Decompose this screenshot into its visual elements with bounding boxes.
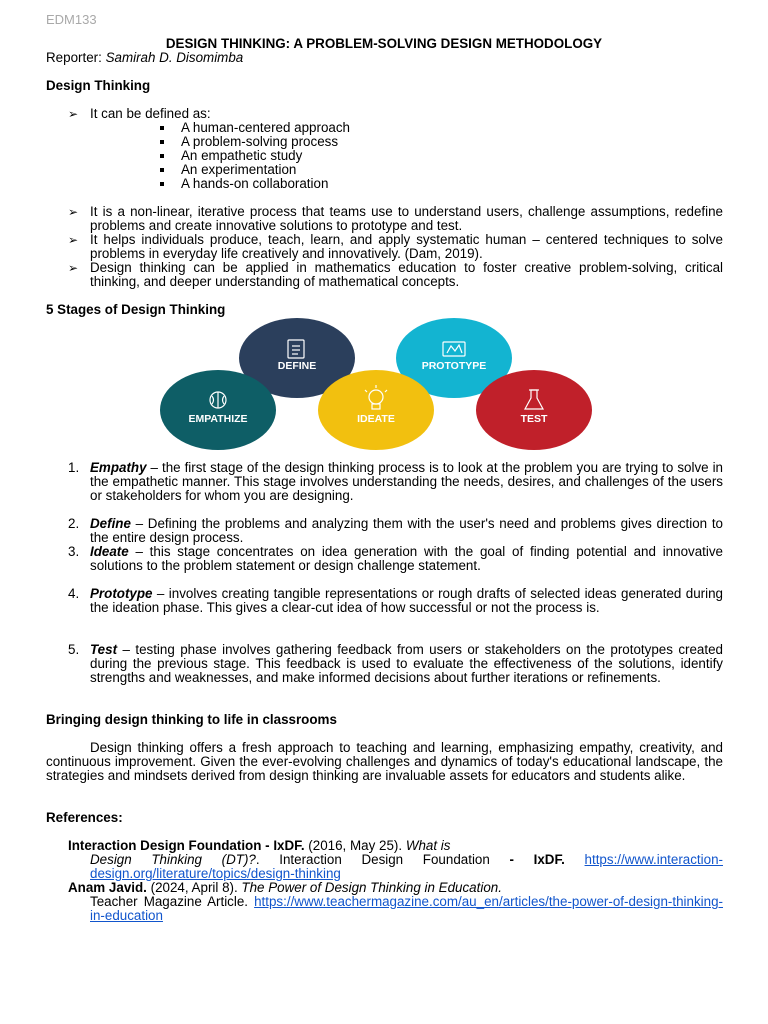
bullet-text: Design thinking can be applied in mathematics education to foster creative problem-solving, critical thinking, and deeper understanding of mathematical concepts. (90, 260, 723, 289)
section-heading-classrooms: Bringing design thinking to life in classrooms (46, 712, 337, 727)
stage-item-define: 2. Define – Defining the problems and analyzing them with the user's need and problems gives direction to the entire design process. (68, 516, 723, 545)
stage-description: – Defining the problems and analyzing them with the user's need and problems gives direction to the entire design process. (90, 516, 723, 545)
reference-title-start: What is (405, 838, 451, 853)
stage-label: DEFINE (277, 360, 317, 372)
reference-author: Anam Javid. (68, 880, 147, 895)
stage-description: – this stage concentrates on idea generation with the goal of finding potential and innovative solutions to the problem statement or design challenge statement. (90, 544, 723, 573)
stage-description: – testing phase involves gathering feedback from users or stakeholders on the prototypes created during the previous stage. This feedback is used to evaluate the effectiveness of the solutions, identify strengths and weaknesses, and make informed decisions about further iterations or refinements. (90, 642, 723, 685)
stage-test (476, 370, 592, 450)
reference-title: Design Thinking (DT)? (90, 852, 256, 867)
reference-title: The Power of Design Thinking in Education. (241, 880, 502, 895)
square-bullet-icon (160, 154, 164, 158)
reporter-name: Samirah D. Disomimba (105, 50, 244, 65)
stage-item-test: 5. Test – testing phase involves gathering feedback from users or stakeholders on the prototypes created during the previous stage. This feedback is used to evaluate the effectiveness of the solutions, identify strengths and weaknesses, and make informed decisions about further iterations or refinements. (68, 642, 723, 685)
reference-publisher-bold: - IxDF. (509, 852, 565, 867)
bullet-text: It can be defined as: (90, 106, 211, 121)
reference-publisher: . Interaction Design Foundation (255, 852, 510, 867)
reference-date: (2024, April 8). (146, 880, 242, 895)
reference-date: (2016, May 25). (304, 838, 406, 853)
stage-label: EMPATHIZE (188, 413, 248, 425)
stage-item-empathy: 1. Empathy – the first stage of the design thinking process is to look at the problem you are trying to solve in the empathetic manner. This stage involves understanding the needs, desires, and challenges of the users or stakeholders for whom you are designing. (68, 460, 723, 503)
stage-label: IDEATE (357, 413, 395, 425)
reference-item (68, 881, 723, 923)
square-bullet-icon (160, 126, 164, 130)
arrow-bullet-icon: ➢ (68, 205, 79, 219)
section-heading-5-stages: 5 Stages of Design Thinking (46, 302, 226, 317)
design-thinking-stages-diagram (158, 318, 594, 450)
reference-author: Interaction Design Foundation - IxDF. (68, 838, 305, 853)
reporter-line (46, 51, 243, 65)
stage-term: Ideate (90, 544, 129, 559)
bullet-text: It is a non-linear, iterative process that teams use to understand users, challenge assumptions, redefine problems and create innovative solutions to prototype and test. (90, 204, 723, 233)
stage-term: Prototype (90, 586, 153, 601)
bullet-text: It helps individuals produce, teach, learn, and apply systematic human – centered techniques to solve problems in everyday life creatively and innovatively. (Dam, 2019). (90, 232, 723, 261)
stage-description: – involves creating tangible representations or rough drafts of selected ideas generated during the ideation phase. This gives a clear-cut idea of how successful or not the process is. (90, 586, 723, 615)
square-bullet-icon (160, 140, 164, 144)
reference-url-link[interactable]: https://www.teachermagazine.com/au_en/articles/the-power-of-design-thinking-in-education (90, 894, 723, 923)
arrow-bullet-icon: ➢ (68, 261, 79, 275)
stage-label: TEST (520, 413, 548, 425)
reference-url-link[interactable]: https://www.interaction-design.org/literature/topics/design-thinking (90, 852, 723, 881)
document-title: DESIGN THINKING: A PROBLEM-SOLVING DESIGN METHODOLOGY (165, 36, 603, 51)
stage-item-prototype: 4. Prototype – involves creating tangible representations or rough drafts of selected ideas generated during the ideation phase. This gives a clear-cut idea of how successful or not the process is. (68, 586, 723, 615)
stage-term: Empathy (90, 460, 147, 475)
reference-continuation (68, 853, 723, 881)
classrooms-paragraph: Design thinking offers a fresh approach to teaching and learning, emphasizing empathy, creativity, and continuous improvement. Given the ever-evolving challenges and dynamics of today's educational landscape, the strategies and mindsets derived from design thinking are invaluable assets for educators and students alike. (46, 740, 723, 783)
reference-item (68, 839, 723, 881)
references-heading: References: (46, 810, 123, 825)
stage-item-ideate: 3. Ideate – this stage concentrates on idea generation with the goal of finding potential and innovative solutions to the problem statement or design challenge statement. (68, 544, 723, 573)
stage-term: Define (90, 516, 131, 531)
reference-continuation (68, 895, 723, 923)
arrow-bullet-icon: ➢ (68, 107, 79, 121)
stage-term: Test (90, 642, 118, 657)
stage-description: – the first stage of the design thinking process is to look at the problem you are trying to solve in the empathetic manner. This stage involves understanding the needs, desires, and challenges of the users or stakeholders for whom you are designing. (90, 460, 723, 503)
stage-label: PROTOTYPE (421, 360, 487, 372)
stage-ideate (318, 370, 434, 450)
square-bullet-icon (160, 168, 164, 172)
stage-empathize (160, 370, 276, 450)
document-code: EDM133 (46, 12, 97, 27)
reference-publisher: Teacher Magazine Article. (90, 894, 249, 909)
reporter-label: Reporter: (46, 50, 102, 65)
section-heading-design-thinking: Design Thinking (46, 78, 151, 93)
square-bullet-icon (160, 182, 164, 186)
arrow-bullet-icon: ➢ (68, 233, 79, 247)
